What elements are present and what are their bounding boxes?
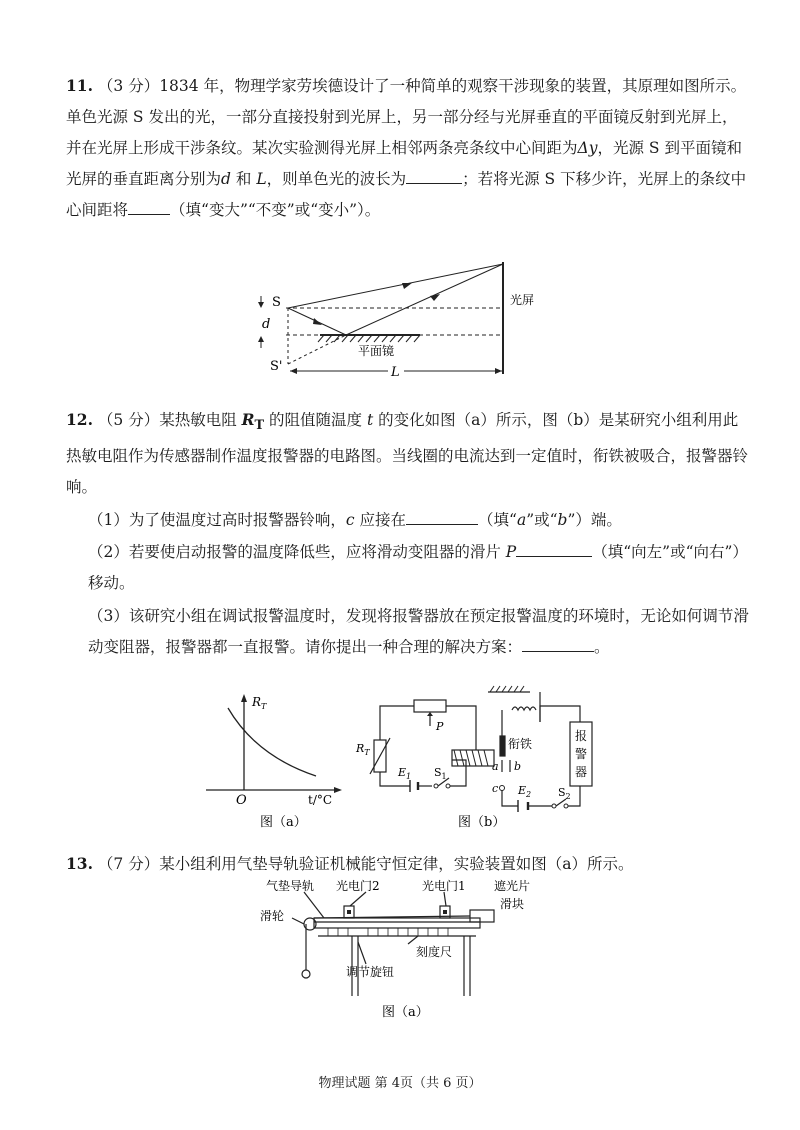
RT-symbol: R <box>241 410 255 429</box>
label-c: c <box>492 782 499 795</box>
sub-question-2 <box>88 537 750 599</box>
slider-block <box>470 910 494 922</box>
answer-blank[interactable] <box>406 165 462 184</box>
L-arrow <box>290 368 297 374</box>
label-s2: $S_2$ <box>558 786 571 801</box>
question-12 <box>66 404 750 503</box>
d-symbol: d <box>221 170 231 188</box>
L-symbol: L <box>256 170 267 188</box>
sub-text: （填“向左”或“向右”）移动。 <box>88 543 748 592</box>
image-dashed <box>288 335 346 364</box>
answer-blank[interactable] <box>516 538 592 557</box>
lloyd-mirror-figure <box>240 258 540 382</box>
ray-arrow <box>313 318 322 325</box>
label-e2: $E_2$ <box>518 784 532 799</box>
rt-graph <box>196 686 356 836</box>
x-axis-arrow <box>334 787 342 793</box>
gate-dot <box>443 910 447 914</box>
question-text: （3 分）1834 年，物理学家劳埃德设计了一种简单的观察干涉现象的装置，其原理如图所示。单色光源 S 发出的光，一部分直接投射到光屏上，另一部分经与光屏垂直的平面镜反射到光屏上，并在光屏上形成干涉条纹。某次实验测得光屏上相邻两条亮条纹中心间距为 <box>66 77 747 157</box>
label-gate2: 光电门2 <box>336 879 380 893</box>
delta-y-symbol: Δy <box>577 139 598 157</box>
label-S-prime: S' <box>270 359 283 374</box>
question-text: （7 分）某小组利用气垫导轨验证机械能守恒定律，实验装置如图（a）所示。 <box>97 855 634 873</box>
figure-caption: 图（a） <box>382 1005 429 1020</box>
leader-line <box>304 892 324 918</box>
leader-line <box>408 936 418 944</box>
label-knob: 调节旋钮 <box>346 965 395 979</box>
reflected-ray <box>346 264 503 335</box>
label-alarm-3: 器 <box>575 765 588 779</box>
wire <box>540 706 580 722</box>
d-arrow-head <box>258 336 264 342</box>
wire <box>380 706 414 740</box>
switch-terminal <box>552 804 556 808</box>
thermistor-slash <box>370 738 390 774</box>
P-symbol: P <box>505 543 517 561</box>
sub-text: ”或“ <box>526 511 558 529</box>
wire <box>446 706 476 728</box>
label-slider: 滑块 <box>500 897 525 911</box>
d-arrow-head <box>258 302 264 308</box>
label-alarm-1: 报 <box>575 729 588 743</box>
label-e1: $E_1$ <box>398 766 412 781</box>
label-alarm-2: 警 <box>575 747 588 761</box>
label-mirror: 平面镜 <box>358 344 395 358</box>
sub-question-1 <box>88 505 750 536</box>
sub-text: （1）为了使温度过高时报警器铃响， <box>88 511 346 529</box>
question-text: ；若将光源 S 下移少许，光屏上的条纹中心间距将 <box>66 170 747 219</box>
origin-label: O <box>236 793 247 808</box>
switch-terminal <box>564 804 568 808</box>
spring <box>512 707 536 710</box>
leader-line <box>292 918 304 924</box>
label-screen: 光屏 <box>510 293 535 307</box>
sub-text: （填“ <box>478 511 517 529</box>
page-footer: 物理试题 第 4页（共 6 页） <box>318 1076 482 1091</box>
question-text: ，则单色光的波长为 <box>266 170 407 188</box>
wire <box>502 790 518 806</box>
leader-line <box>358 942 366 964</box>
figure-caption: 图（b） <box>458 815 506 830</box>
b-symbol: b <box>557 511 568 529</box>
label-air-track: 气垫导轨 <box>266 879 315 893</box>
label-L: L <box>391 365 400 380</box>
leader-line <box>444 892 446 906</box>
question-text: 的变化如图（a）所示，图（b）是某研究小组利用此热敏电阻作为传感器制作温度报警器的电路图。当线圈的电流达到一定值时，衔铁被吸合，报警器铃响。 <box>66 411 749 497</box>
question-text: （填“变大”“不变”或“变小”）。 <box>170 201 381 219</box>
c-symbol: c <box>345 511 355 529</box>
RT-subscript: T <box>254 418 265 434</box>
label-S: S <box>272 295 281 310</box>
sub-text: 应接在 <box>354 511 406 529</box>
ray-arrow <box>430 294 440 301</box>
switch-terminal <box>434 784 438 788</box>
axis-label-rt: $R_T$ <box>252 695 267 711</box>
question-number: 11. <box>66 76 93 95</box>
scale-ticks <box>328 928 448 936</box>
question-text: （5 分）某热敏电阻 <box>97 411 242 429</box>
sub-question-3 <box>88 601 750 663</box>
sub-text: ”）端。 <box>567 511 622 529</box>
air-track-figure <box>258 878 544 1024</box>
coil-windings <box>454 750 488 766</box>
label-p: P <box>436 720 444 733</box>
direct-ray <box>288 264 503 308</box>
ray-arrow <box>402 283 412 289</box>
sub-text: 。 <box>594 638 610 656</box>
a-symbol: a <box>516 511 527 529</box>
label-d: d <box>262 317 271 332</box>
answer-blank[interactable] <box>406 506 478 525</box>
t-symbol: t <box>366 411 374 429</box>
label-pulley: 滑轮 <box>260 909 285 923</box>
label-rt: $R_T$ <box>356 742 370 757</box>
L-arrow <box>495 368 502 374</box>
rheostat <box>414 700 446 712</box>
terminal-c <box>500 786 505 791</box>
answer-blank[interactable] <box>128 196 170 215</box>
leader-line <box>350 892 366 906</box>
label-gate1: 光电门1 <box>422 879 466 893</box>
sub-text: （3）该研究小组在调试报警温度时，发现将报警器放在预定报警温度的环境时，无论如何调节滑动变阻器，报警器都一直报警。请你提出一种合理的解决方案： <box>88 607 749 656</box>
sub-text: （2）若要使启动报警的温度降低些，应将滑动变阻器的滑片 <box>88 543 506 561</box>
question-13 <box>66 848 750 880</box>
question-11 <box>66 70 750 226</box>
hanging-weight <box>302 970 310 978</box>
label-shade: 遮光片 <box>494 879 531 893</box>
label-b: b <box>514 760 522 773</box>
label-armature: 衔铁 <box>508 737 533 751</box>
connector-text: 和 <box>230 170 257 188</box>
y-axis-arrow <box>241 694 247 702</box>
question-text: 的阻值随温度 <box>264 411 367 429</box>
rt-curve <box>228 708 316 776</box>
ceiling-hatch <box>490 686 524 692</box>
question-number: 12. <box>66 410 93 429</box>
label-s1: $S_1$ <box>434 766 447 781</box>
alarm-circuit <box>352 682 604 838</box>
switch-terminal <box>446 784 450 788</box>
gate-dot <box>347 910 351 914</box>
label-a: a <box>492 760 499 773</box>
air-track <box>314 918 480 928</box>
answer-blank[interactable] <box>522 633 594 652</box>
figure-caption: 图（a） <box>260 815 307 830</box>
question-number: 13. <box>66 854 93 873</box>
label-scale: 刻度尺 <box>416 945 453 959</box>
axis-label-t: t/°C <box>308 793 333 807</box>
question-text: ，光源 S 到平面镜和光屏的垂直距离分别为 <box>66 139 742 188</box>
armature <box>500 736 505 756</box>
